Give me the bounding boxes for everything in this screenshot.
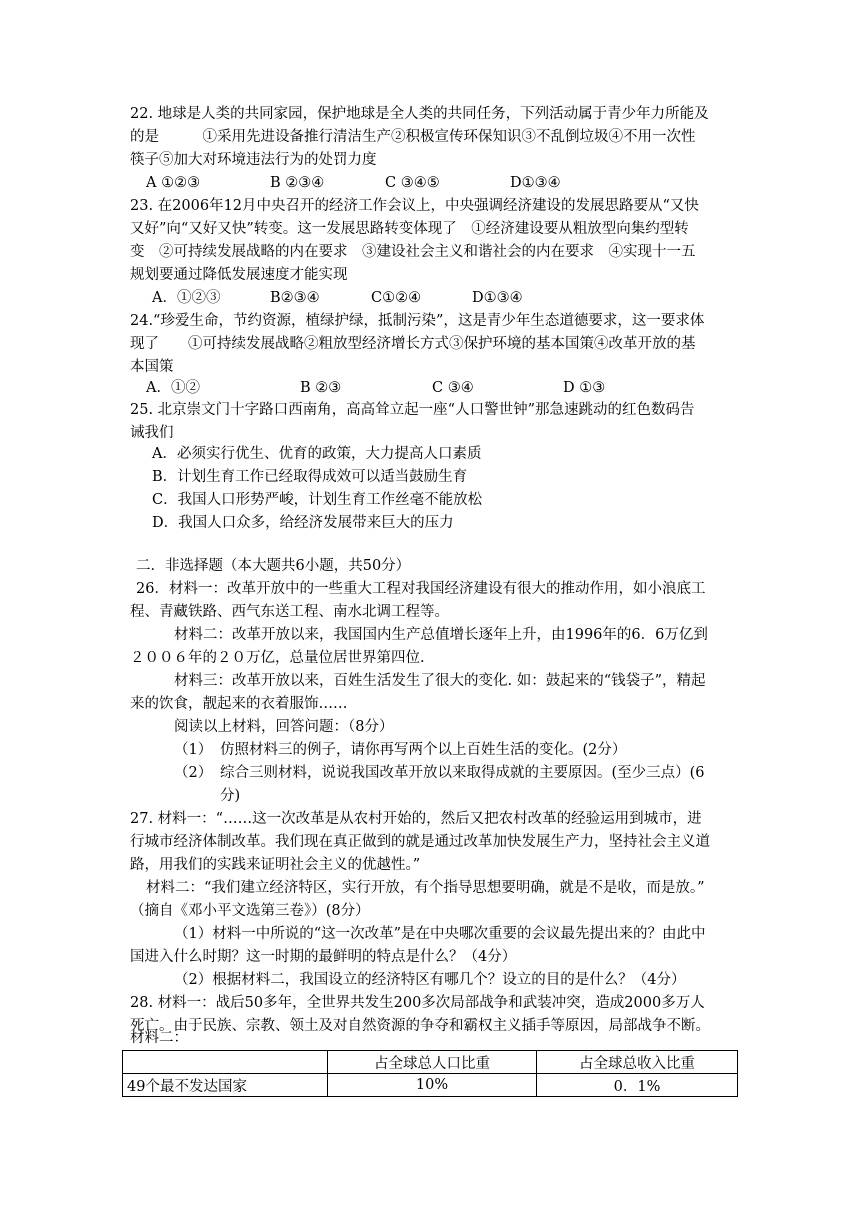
table-row [123,1074,738,1097]
q24-stem-line3: 本国策 [130,359,174,375]
q23-option-c: C①②④ [371,290,422,306]
q27-sub1-line2: 国进入什么时期？这一时期的最鲜明的特点是什么？（4分） [130,949,517,965]
q23-stem-line2: 又好”向“又好又快”转变。这一发展思路转变体现了 ①经济建设要从粗放型向集约型转 [130,221,689,237]
q26-sub2-text: 综合三则材料，说说我国改革开放以来取得成就的主要原因。(至少三点）(6 [220,765,705,781]
q23-option-a: A．①②③ [152,290,221,306]
table-cell: 10% [328,1074,537,1097]
q24-option-a: A．①② [146,380,200,396]
q28-line1: 28. 材料一：战后50多年，全世界共发生200多次局部战争和武装冲突，造成2000多万人 [130,995,705,1011]
q23-stem-line3: 变 ②可持续发展战略的内在要求 ③建设社会主义和谐社会的内在要求 ④实现十一五 [130,244,696,260]
q22-stem-line3: 筷子⑤加大对环境违法行为的处罚力度 [130,152,377,168]
q22-stem-line1: 22. 地球是人类的共同家园，保护地球是全人类的共同任务，下列活动属于青少年力所能及 [130,106,709,122]
table-header-cell: 占全球总人口比重 [328,1051,537,1074]
q23-stem-line4: 规划要通过降低发展速度才能实现 [130,267,348,283]
q26-material3-line1: 材料三：改革开放以来，百姓生活发生了很大的变化. 如：鼓起来的“钱袋子”，精起 [174,673,706,689]
table-header-cell [123,1051,328,1074]
q22-option-b: B ②③④ [270,175,325,191]
q24-option-d: D ①③ [563,380,606,396]
q25-stem-line1: 25. 北京崇文门十字路口西南角，高高耸立起一座“人口警世钟”那急速跳动的红色数码告 [130,402,695,418]
q25-option-d: D．我国人口众多，给经济发展带来巨大的压力 [152,515,454,531]
q22-option-c: C ③④⑤ [385,175,440,191]
q23-option-d: D①③④ [472,290,523,306]
q25-option-c: C．我国人口形势严峻，计划生育工作丝毫不能放松 [152,492,483,508]
q23-stem-line1: 23. 在2006年12月中央召开的经济工作会议上，中央强调经济建设的发展思路要从“又快 [130,198,699,214]
table-header-cell: 占全球总收入比重 [537,1051,738,1074]
q23-option-b: B②③④ [270,290,320,306]
q27-sub1-line1: （1）材料一中所说的“这一次改革”是在中央哪次重要的会议最先提出来的？由此中 [174,926,706,942]
q27-line5: （摘自《邓小平文选第三卷》）(8分） [130,903,370,919]
q25-stem-line2: 诫我们 [130,425,174,441]
q26-sub2-number: （2） [174,765,213,781]
q28-line2: 死亡。由于民族、宗教、领土及对自然资源的争夺和霸权主义插手等原因，局部战争不断。 [130,1018,710,1034]
q26-material2-line1: 材料二：改革开放以来，我国国内生产总值增长逐年上升，由1996年的6．6万亿到 [174,627,708,643]
q24-stem-line2: 现了 ①可持续发展战略②粗放型经济增长方式③保护环境的基本国策④改革开放的基 [130,336,696,352]
q24-option-c: C ③④ [432,380,474,396]
q26-material3-line2: 来的饮食，靓起来的衣着服饰…… [130,696,348,712]
q27-line2: 行城市经济体制改革。我们现在真正做到的就是通过改革加快发展生产力，坚持社会主义道 [130,834,710,850]
table-header-row [123,1051,738,1074]
q22-stem-line2: 的是 ①采用先进设备推行清洁生产②积极宣传环保知识③不乱倒垃圾④不用一次性 [130,129,696,145]
q26-material1-line2: 程、青藏铁路、西气东送工程、南水北调工程等。 [130,604,449,620]
q27-line1: 27. 材料一：“……这一次改革是从农村开始的，然后又把农村改革的经验运用到城市，进 [130,811,702,827]
q22-option-d: D①③④ [510,175,561,191]
q26-material2-line2: ２００６年的２０万亿，总量位居世界第四位. [130,650,425,666]
q27-line3: 路，用我们的实践来证明社会主义的优越性。” [130,857,421,873]
section-heading: 二．非选择题（本大题共6小题，共50分） [136,558,411,574]
table-cell: 0．1% [537,1074,738,1097]
q26-prompt: 阅读以上材料，回答问题：（8分） [174,719,394,735]
q28-line3: 材料二： [130,1030,188,1046]
q26-material1-line1: 26．材料一：改革开放中的一些重大工程对我国经济建设有很大的推动作用，如小浪底工 [136,581,706,597]
q25-option-a: A．必须实行优生、优育的政策，大力提高人口素质 [152,446,482,462]
q26-sub1-number: （1） [174,742,213,758]
q26-sub2-text-cont: 分) [220,788,241,804]
table-cell: 49个最不发达国家 [123,1074,328,1097]
q26-sub1-text: 仿照材料三的例子，请你再写两个以上百姓生活的变化。(2分） [220,742,627,758]
q25-option-b: B．计划生育工作已经取得成效可以适当鼓励生育 [152,469,468,485]
q24-option-b: B ②③ [300,380,342,396]
q27-line4: 材料二：“我们建立经济特区，实行开放，有个指导思想要明确，就是不是收，而是放。” [146,880,705,896]
q22-option-a: A ①②③ [146,175,201,191]
q27-sub2: （2）根据材料二，我国设立的经济特区有哪几个？设立的目的是什么？（4分） [174,972,686,988]
q24-stem-line1: 24.“珍爱生命，节约资源，植绿护绿，抵制污染”，这是青少年生态道德要求，这一要求体 [130,313,705,329]
q28-data-table [122,1050,738,1097]
